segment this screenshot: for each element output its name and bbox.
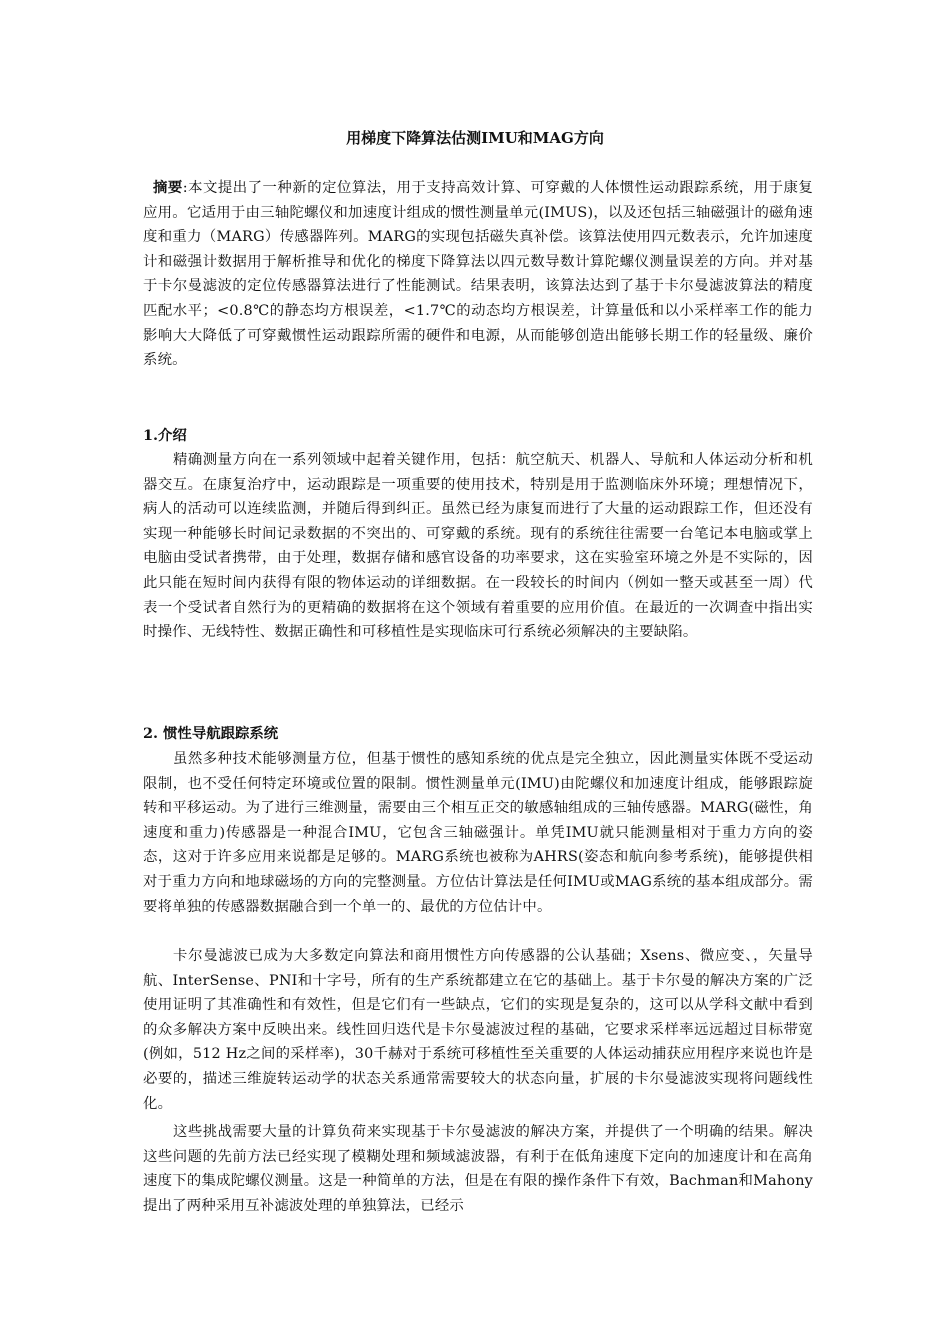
document-title: 用梯度下降算法估测IMU和MAG方向 <box>346 129 604 147</box>
abstract-label: 摘要 <box>153 179 183 196</box>
inertial-paragraph-1: 虽然多种技术能够测量方位，但基于惯性的感知系统的优点是完全独立，因此测量实体既不受运动限制，也不受任何特定环境或位置的限制。惯性测量单元(IMU)由陀螺仪和加速度计组成，能够跟踪旋转和平移运动。为了进行三维测量，需要由三个相互正交的敏感轴组成的三轴传感器。MARG(磁性，角速度和重力)传感器是一种混合IMU，它包含三轴磁强计。单凭IMU就只能测量相对于重力方向的姿态，这对于许多应用来说都是足够的。MARG系统也被称为AHRS(姿态和航向参考系统)，能够提供相对于重力方向和地球磁场的方向的完整测量。方位估计算法是任何IMU或MAG系统的基本组成部分。需要将单独的传感器数据融合到一个单一的、最优的方位估计中。 <box>143 751 813 915</box>
abstract-text: :本文提出了一种新的定位算法，用于支持高效计算、可穿戴的人体惯性运动跟踪系统，用于康复应用。它适用于由三轴陀螺仪和加速度计组成的惯性测量单元(IMUS)，以及还包括三轴磁强计的磁角速度和重力（MARG）传感器阵列。MARG的实现包括磁失真补偿。该算法使用四元数表示，允许加速度计和磁强计数据用于解析推导和优化的梯度下降算法以四元数导数计算陀螺仪测量误差的方向。并对基于卡尔曼滤波的定位传感器算法进行了性能测试。结果表明，该算法达到了基于卡尔曼滤波算法的精度匹配水平；<0.8℃的静态均方根误差，<1.7℃的动态均方根误差，计算量低和以小采样率工作的能力影响大大降低了可穿戴惯性运动跟踪所需的硬件和电源，从而能够创造出能够长期工作的轻量级、廉价系统。 <box>143 180 814 369</box>
section-heading-introduction: 1.介绍 <box>143 427 187 444</box>
inertial-paragraph-3: 这些挑战需要大量的计算负荷来实现基于卡尔曼滤波的解决方案，并提供了一个明确的结果。解决这些问题的先前方法已经实现了模糊处理和频域滤波器，有利于在低角速度下定向的加速度计和在高角速度下的集成陀螺仪测量。这是一种简单的方法，但是在有限的操作条件下有效，Bachman和Mahony提出了两种采用互补滤波处理的单独算法，已经示 <box>143 1124 813 1214</box>
introduction-paragraph: 精确测量方向在一系列领域中起着关键作用，包括：航空航天、机器人、导航和人体运动分析和机器交互。在康复治疗中，运动跟踪是一项重要的使用技术，特别是用于监测临床外环境；理想情况下，病人的活动可以连续监测，并随后得到纠正。虽然已经为康复而进行了大量的运动跟踪工作，但还没有实现一种能够长时间记录数据的不突出的、可穿戴的系统。现有的系统往往需要一台笔记本电脑或掌上电脑由受试者携带，由于处理，数据存储和感官设备的功率要求，这在实验室环境之外是不实际的，因此只能在短时间内获得有限的物体运动的详细数据。在一段较长的时间内（例如一整天或甚至一周）代表一个受试者自然行为的更精确的数据将在这个领域有着重要的应用价值。在最近的一次调查中指出实时操作、无线特性、数据正确性和可移植性是实现临床可行系统必须解决的主要缺陷。 <box>143 452 813 641</box>
inertial-paragraph-2: 卡尔曼滤波已成为大多数定向算法和商用惯性方向传感器的公认基础；Xsens、微应变、，矢量导航、InterSense、PNI和十字号，所有的生产系统都建立在它的基础上。基于卡尔曼的解决方案的广泛使用证明了其准确性和有效性，但是它们有一些缺点，它们的实现是复杂的，这可以从学科文献中看到的众多解决方案中反映出来。线性回归迭代是卡尔曼滤波过程的基础，它要求采样率远远超过目标带宽(例如，512 Hz之间的采样率)，30千赫对于系统可移植性至关重要的人体运动捕获应用程序来说也许是必要的，描述三维旋转运动学的状态关系通常需要较大的状态向量，扩展的卡尔曼滤波实现将问题线性化。 <box>143 948 813 1112</box>
section-heading-inertial-tracking: 2. 惯性导航跟踪系统 <box>143 725 279 742</box>
abstract-paragraph <box>143 176 813 373</box>
